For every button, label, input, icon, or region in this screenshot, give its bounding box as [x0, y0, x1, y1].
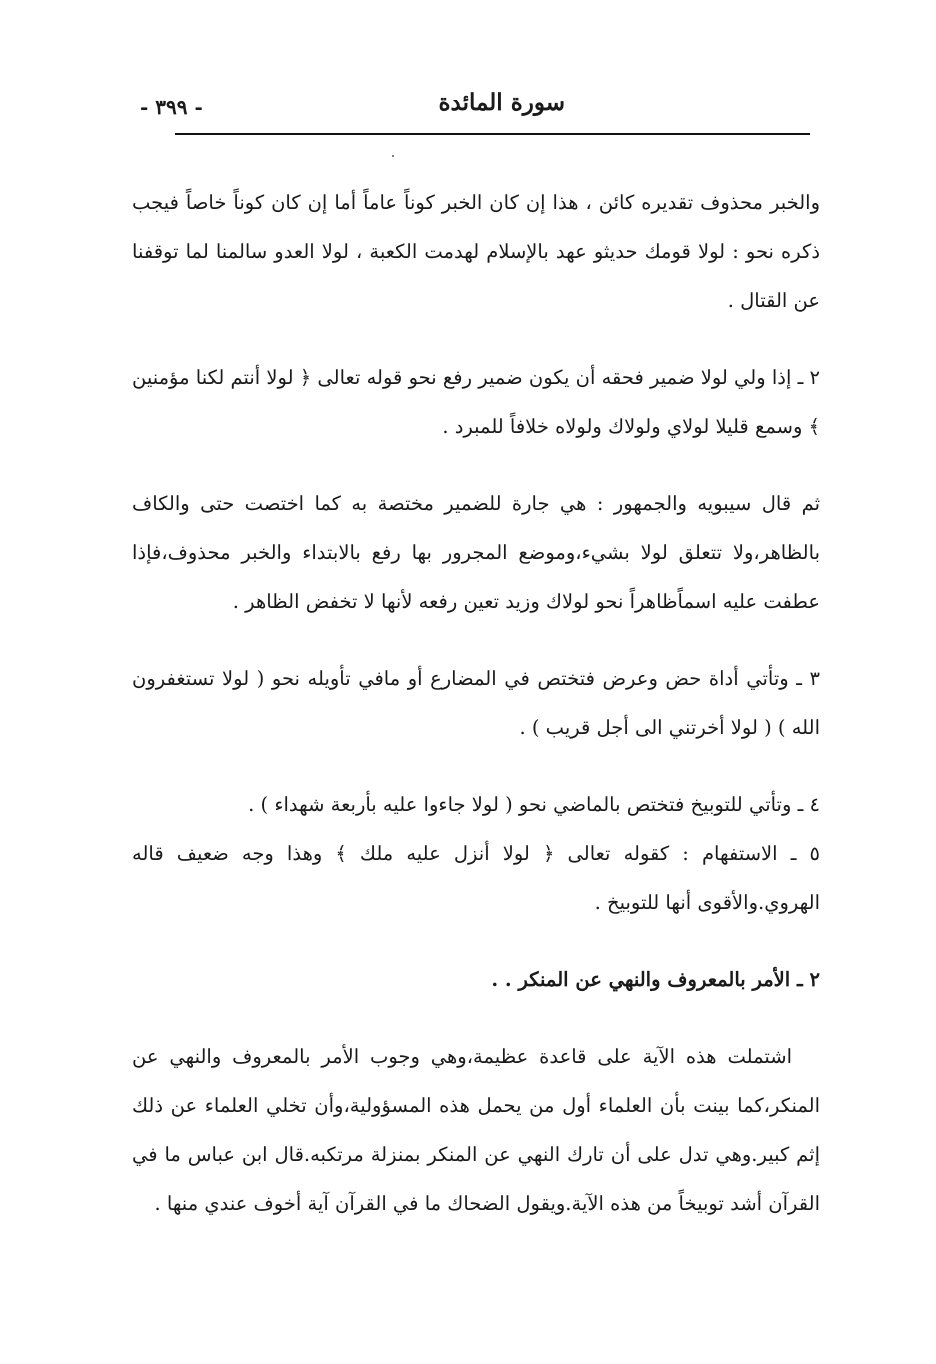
page-body	[132, 178, 820, 1256]
page-header	[130, 85, 820, 135]
header-divider	[175, 133, 810, 135]
section-heading: ٢ ـ الأمر بالمعروف والنهي عن المنكر . .	[491, 968, 820, 991]
decorative-dot	[392, 155, 394, 157]
surah-title: سورة المائدة	[438, 89, 565, 116]
paragraph-sibawayh: ثم قال سيبويه والجمهور : هي جارة للضمير مختصة به كما اختصت حتى والكاف بالظاهر،ولا تتعلق لولا بشيء،وموضع المجرور بها رفع بالابتداء والخبر محذوف،فإذا عطفت عليه اسماًظاهراً نحو لولاك وزيد تعين رفعه لأنها لا تخفض الظاهر .	[132, 492, 820, 613]
paragraph-point-5-istifham: ٥ ـ الاستفهام : كقوله تعالى ﴿ لولا أنزل عليه ملك ﴾ وهذا وجه ضعيف قاله الهروي.والأقوى أنها للتوبيخ .	[132, 842, 820, 914]
paragraph-khabar-mahdhuf: والخبر محذوف تقديره كائن ، هذا إن كان الخبر كوناً عاماً أما إن كان كوناً خاصاً فيجب ذكره نحو : لولا قومك حديثو عهد بالإسلام لهدمت الكعبة ، لولا العدو سالمنا لما توقفنا عن القتال .	[132, 191, 820, 312]
paragraph-point-4-tawbikh: ٤ ـ وتأتي للتوبيخ فتختص بالماضي نحو ( لولا جاءوا عليه بأربعة شهداء ) .	[248, 793, 820, 816]
paragraph-point-2-damir: ٢ ـ إذا ولي لولا ضمير فحقه أن يكون ضمير رفع نحو قوله تعالى ﴿ لولا أنتم لكنا مؤمنين ﴾ وسمع قليلا لولاي ولولاك ولولاه خلافاً للمبرد .	[132, 366, 820, 438]
page-number: - ٣٩٩ -	[140, 95, 203, 119]
paragraph-amr-bil-maruf: اشتملت هذه الآية على قاعدة عظيمة،وهي وجوب الأمر بالمعروف والنهي عن المنكر،كما بينت بأن العلماء أول من يحمل هذه المسؤولية،وأن تخلي العلماء عن ذلك إثم كبير.وهي تدل على أن تارك النهي عن المنكر بمنزلة مرتكبه.قال ابن عباس ما في القرآن أشد توبيخاً من هذه الآية.ويقول الضحاك ما في القرآن آية أخوف عندي منها .	[132, 1045, 820, 1215]
paragraph-point-3-hadd: ٣ ـ وتأتي أداة حض وعرض فتختص في المضارع أو مافي تأويله نحو ( لولا تستغفرون الله ) ( لولا أخرتني الى أجل قريب ) .	[132, 667, 820, 739]
